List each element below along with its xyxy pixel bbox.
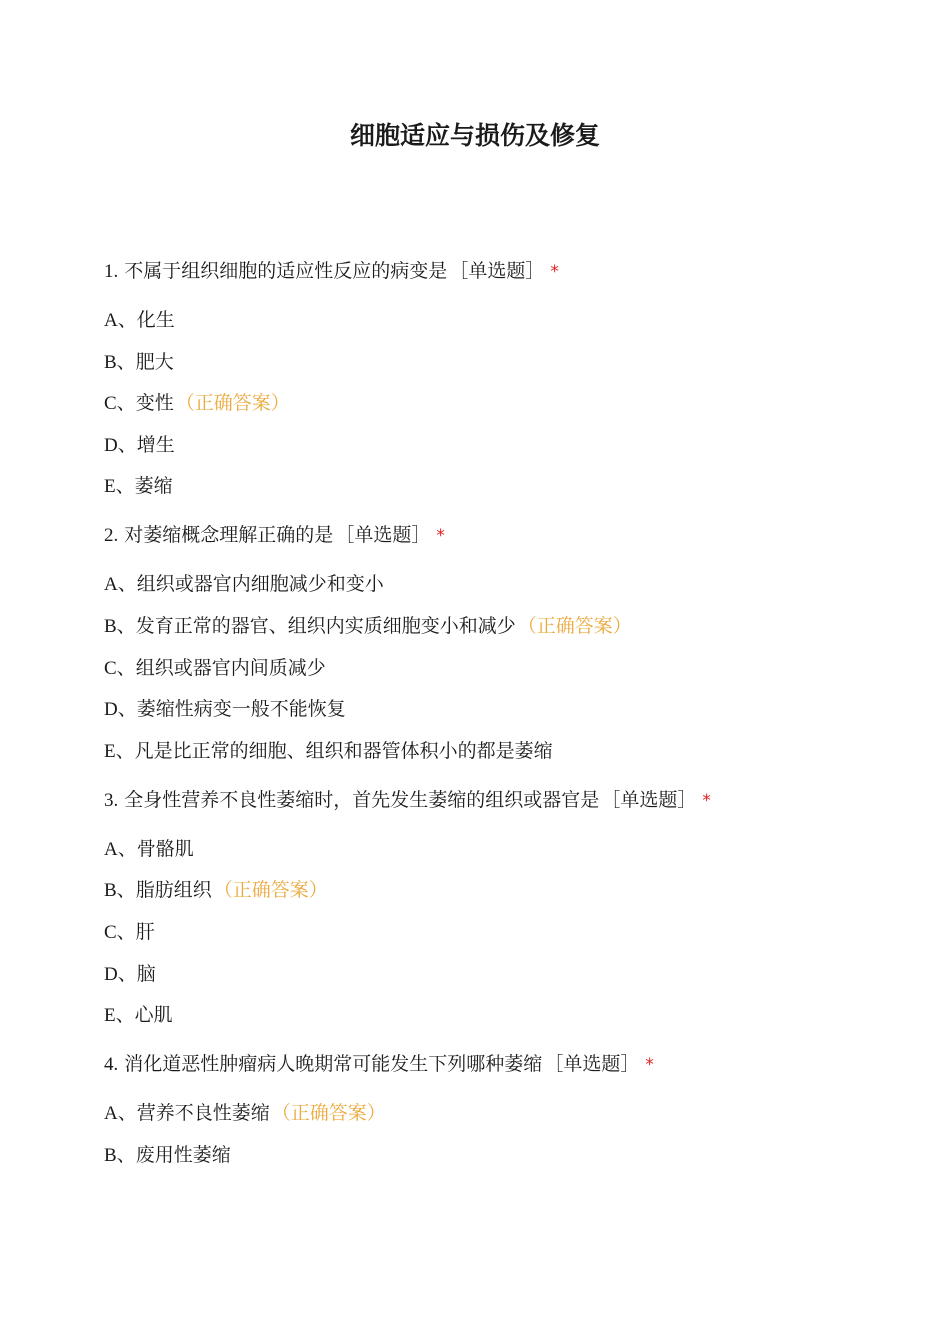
option-d [104, 428, 864, 462]
option-text: 萎缩 [134, 475, 173, 498]
option-a [104, 567, 864, 601]
question-type: ［单选题］ [335, 524, 431, 547]
question-3 [104, 783, 864, 1032]
option-text: 增生 [136, 433, 175, 456]
correct-answer-mark: （正确答案） [517, 614, 632, 637]
document-title: 细胞适应与损伤及修复 [349, 121, 600, 150]
option-text: 肥大 [135, 350, 174, 373]
option-b [104, 1138, 864, 1172]
question-type: ［单选题］ [544, 1053, 640, 1076]
question-stem [104, 518, 864, 552]
option-text: 组织或器官内细胞减少和变小 [136, 573, 384, 596]
option-letter: C、 [104, 393, 136, 415]
correct-answer-mark: （正确答案） [175, 392, 290, 415]
option-text: 心肌 [134, 1004, 173, 1027]
option-text: 凡是比正常的细胞、组织和器管体积小的都是萎缩 [134, 739, 553, 762]
option-text: 脂肪组织 [135, 879, 212, 902]
option-text: 肝 [135, 920, 155, 943]
option-a [104, 832, 864, 866]
option-letter: E、 [104, 740, 135, 762]
option-letter: A、 [104, 1103, 137, 1125]
option-e [104, 998, 864, 1032]
option-d [104, 957, 864, 991]
option-letter: A、 [104, 838, 137, 860]
question-type: ［单选题］ [449, 260, 545, 282]
option-text: 发育正常的器官、组织内实质细胞变小和减少 [135, 614, 516, 637]
question-number: 1. [104, 261, 119, 282]
option-text: 萎缩性病变一般不能恢复 [136, 698, 346, 721]
question-stem [104, 783, 864, 817]
option-letter: C、 [104, 657, 136, 679]
question-text: 对萎缩概念理解正确的是 [124, 524, 334, 547]
option-a [104, 303, 864, 337]
question-stem [104, 1047, 864, 1081]
option-letter: A、 [104, 310, 137, 331]
question-text: 消化道恶性肿瘤病人晚期常可能发生下列哪种萎缩 [124, 1053, 543, 1076]
option-letter: C、 [104, 921, 136, 943]
option-c [104, 915, 864, 949]
option-letter: B、 [104, 1144, 136, 1166]
correct-answer-mark: （正确答案） [271, 1102, 386, 1125]
required-mark: * [436, 526, 445, 547]
option-text: 组织或器官内间质减少 [135, 656, 326, 679]
option-letter: E、 [104, 476, 135, 498]
option-letter: B、 [104, 880, 136, 902]
question-type: ［单选题］ [601, 788, 697, 811]
option-c [104, 386, 864, 420]
question-text: 全身性营养不良性萎缩时，首先发生萎缩的组织或器官是 [124, 788, 600, 811]
required-mark: * [645, 1055, 654, 1076]
option-b [104, 609, 864, 643]
option-b [104, 345, 864, 379]
option-text: 营养不良性萎缩 [136, 1102, 270, 1125]
required-mark: * [550, 262, 559, 282]
option-text: 脑 [136, 962, 156, 985]
option-text: 骨骼肌 [136, 837, 194, 860]
option-letter: B、 [104, 351, 136, 373]
question-1 [104, 254, 864, 503]
option-text: 废用性萎缩 [135, 1143, 231, 1166]
option-letter: B、 [104, 615, 136, 637]
option-e [104, 469, 864, 503]
question-stem [104, 254, 864, 288]
option-c [104, 651, 864, 685]
option-b [104, 873, 864, 907]
question-number: 2. [104, 525, 119, 547]
question-text: 不属于组织细胞的适应性反应的病变是 [124, 260, 448, 282]
option-a [104, 1096, 864, 1130]
option-text: 化生 [136, 309, 175, 331]
option-d [104, 692, 864, 726]
option-letter: D、 [104, 434, 137, 456]
question-list [104, 254, 864, 1187]
question-4 [104, 1047, 864, 1172]
question-2 [104, 518, 864, 767]
option-e [104, 734, 864, 768]
correct-answer-mark: （正确答案） [213, 879, 328, 902]
question-number: 3. [104, 789, 119, 811]
option-letter: D、 [104, 963, 137, 985]
option-letter: E、 [104, 1005, 135, 1027]
required-mark: * [702, 790, 711, 811]
option-letter: D、 [104, 699, 137, 721]
question-number: 4. [104, 1054, 119, 1076]
option-letter: A、 [104, 574, 137, 596]
option-text: 变性 [135, 392, 174, 415]
